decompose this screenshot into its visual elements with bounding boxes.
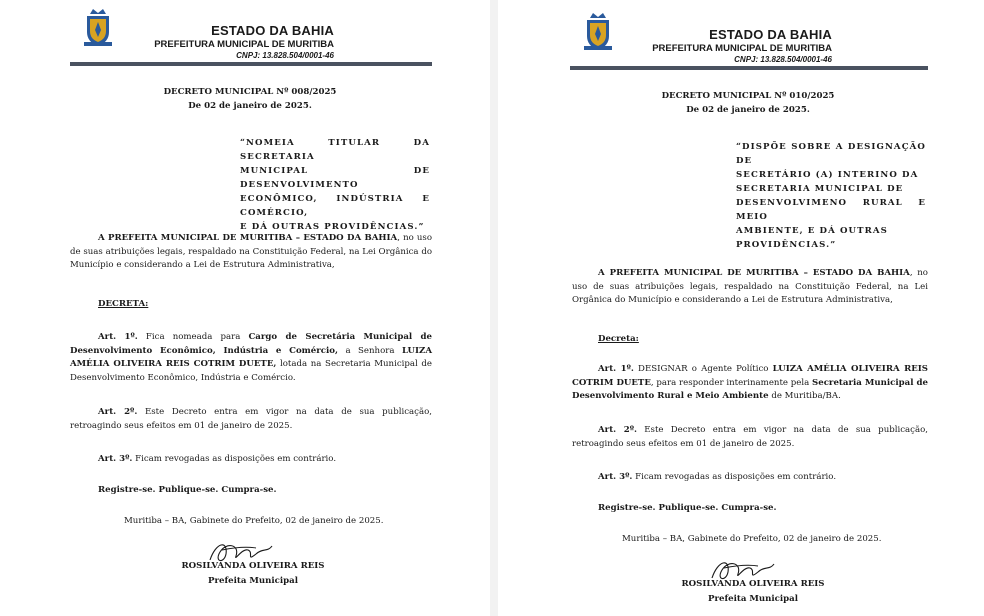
decreta-heading: DECRETA: (98, 299, 149, 309)
preamble (572, 267, 928, 308)
prefeitura-name: PREFEITURA MUNICIPAL DE MURITIBA (154, 39, 334, 50)
article-3 (98, 453, 336, 467)
place-date: Muritiba – BA, Gabinete do Prefeito, 02 de janeiro de 2025. (622, 534, 882, 544)
article-text: , para responder interinamente pela (650, 377, 813, 388)
article-text: Fica nomeada para (137, 332, 249, 342)
article-text: Este Decreto entra em vigor na data de sua publicação, retroagindo seus efeitos em 01 de janeiro de 2025. (70, 407, 432, 431)
ementa-line: PROVIDÊNCIAS.” (736, 240, 837, 250)
article-text: Ficam revogadas as disposições em contrário. (632, 472, 837, 482)
cnpj-number: CNPJ: 13.828.504/0001-46 (236, 51, 334, 60)
signer-role: Prefeita Municipal (207, 576, 299, 586)
article-label: Art. 1º. (98, 332, 138, 342)
ementa-line: ECONÔMICO, INDÚSTRIA E COMÉRCIO, (240, 194, 430, 218)
preamble-text: , no uso de suas atribuições legais, respaldado na Constituição Federal, na Lei Orgânica do Município e considerando a Lei de Estrutura Administrativa, (70, 233, 432, 271)
article-bold-text: Cargo de Secretária Municipal de Desenvolvimento Econômico, Indústria e Comércio, (70, 332, 433, 356)
municipal-crest-icon (584, 12, 612, 52)
ementa-line: AMBIENTE, E DÁ OUTRAS (736, 226, 888, 236)
decree-page-left (0, 0, 490, 616)
article-text: a Senhora (337, 345, 402, 356)
ementa-line: SECRETÁRIO (A) INTERINO DA (736, 170, 919, 180)
article-label: Art. 2º. (98, 407, 138, 417)
prefeitura-name: PREFEITURA MUNICIPAL DE MURITIBA (652, 43, 832, 54)
header-rule (570, 66, 928, 70)
signer-name: ROSILVANDA OLIVEIRA REIS (181, 561, 325, 571)
article-2 (70, 406, 432, 433)
preamble-authority: A PREFEITA MUNICIPAL DE MURITIBA – ESTADO DA BAHIA (598, 268, 910, 278)
municipal-crest-icon (84, 8, 112, 48)
decree-date: De 02 de janeiro de 2025. (686, 105, 810, 115)
article-label: Art. 2º. (598, 425, 637, 435)
ementa-line: DESENVOLVIMENO RURAL E MEIO (736, 198, 926, 222)
cnpj-number: CNPJ: 13.828.504/0001-46 (734, 55, 832, 64)
article-bold-text: Secretaria Municipal de Desenvolvimento Rural e Meio Ambiente (572, 377, 928, 402)
ementa-line: E DÁ OUTRAS PROVIDÊNCIAS.” (240, 222, 425, 232)
ementa-line: SECRETARIA MUNICIPAL DE (736, 184, 904, 194)
decree-title: DECRETO MUNICIPAL Nº 010/2025 (661, 91, 835, 101)
decree-title: DECRETO MUNICIPAL Nº 008/2025 (163, 87, 337, 97)
preamble-authority: A PREFEITA MUNICIPAL DE MURITIBA – ESTADO DA BAHIA (98, 233, 398, 243)
article-text: Este Decreto entra em vigor na data de sua publicação, retroagindo seus efeitos em 01 de janeiro de 2025. (572, 425, 928, 449)
decree-ementa (240, 136, 430, 234)
article-text: de Muritiba/BA. (768, 391, 841, 402)
article-text: Ficam revogadas as disposições em contrário. (132, 454, 337, 464)
page-gutter (490, 0, 498, 616)
ementa-line: MUNICIPAL DE DESENVOLVIMENTO (240, 166, 430, 190)
article-label: Art. 3º. (598, 472, 633, 482)
appointee-name: LUIZA AMÉLIA OLIVEIRA REIS COTRIM DUETE, (70, 345, 432, 370)
state-name: ESTADO DA BAHIA (211, 23, 334, 38)
article-label: Art. 1º. (598, 364, 634, 374)
header-rule (70, 62, 432, 66)
article-2 (572, 424, 928, 451)
article-3 (598, 471, 836, 485)
article-1 (572, 363, 928, 404)
article-text: lotada na Secretaria Municipal de Desenvolvimento Econômico, Indústria e Comércio. (70, 359, 432, 383)
article-1 (70, 331, 432, 385)
decree-date: De 02 de janeiro de 2025. (188, 101, 312, 111)
ementa-line: “NOMEIA TITULAR DA SECRETARIA (240, 138, 430, 162)
appointee-name: LUIZA AMÉLIA OLIVEIRA REIS COTRIM DUETE (572, 364, 928, 388)
signer-name: ROSILVANDA OLIVEIRA REIS (681, 579, 825, 589)
decree-page-right (498, 0, 984, 616)
decreta-heading: Decreta: (598, 334, 639, 344)
signer-role: Prefeita Municipal (707, 594, 799, 604)
ementa-line: “DISPÕE SOBRE A DESIGNAÇÃO DE (736, 142, 926, 166)
registre-line: Registre-se. Publique-se. Cumpra-se. (598, 503, 777, 513)
preamble (70, 232, 432, 273)
letterhead (618, 27, 832, 64)
registre-line: Registre-se. Publique-se. Cumpra-se. (98, 485, 277, 495)
article-text: DESIGNAR o Agente Político (633, 364, 773, 374)
state-name: ESTADO DA BAHIA (709, 27, 832, 42)
decree-ementa (736, 140, 926, 252)
preamble-text: , no uso de suas atribuições legais, respaldado na Constituição Federal, na Lei Orgânica do Município e considerando a Lei de Estrutura Administrativa, (572, 268, 928, 306)
place-date: Muritiba – BA, Gabinete do Prefeito, 02 de janeiro de 2025. (124, 516, 384, 526)
article-label: Art. 3º. (98, 454, 133, 464)
letterhead (120, 23, 334, 60)
